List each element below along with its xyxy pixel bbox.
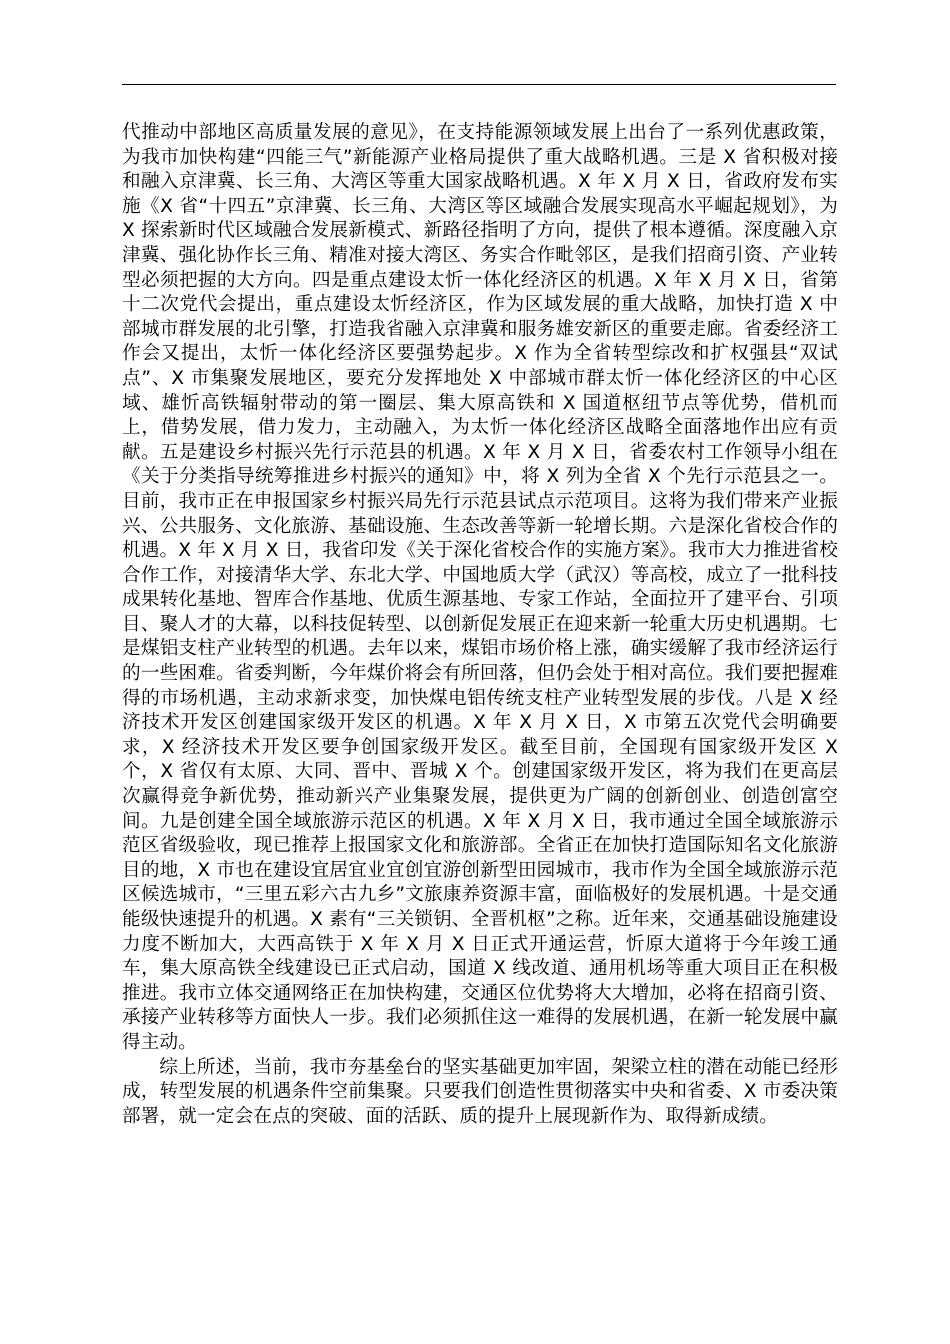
paragraph-continued: 代推动中部地区高质量发展的意见》，在支持能源领域发展上出台了一系列优惠政策，为我市加快构建“四能三气”新能源产业格局提供了重大战略机遇。三是 X 省积极对接和融入京津冀、长三角、大湾区等重大国家战略机遇。X 年 X 月 X 日，省政府发布实施《X 省“十四五”京津冀、长三角、大湾区等区域融合发展实现高水平崛起规划》，为 X 探索新时代区域融合发展新模式、新路径指明了方向，提供了根本遵循。深度融入京津冀、强化协作长三角、精准对接大湾区、务实合作毗邻区，是我们招商引资、产业转型必须把握的大方向。四是重点建设太忻一体化经济区的机遇。X 年 X 月 X 日，省第十二次党代会提出，重点建设太忻经济区，作为区域发展的重大战略，加快打造 X 中部城市群发展的北引擎，打造我省融入京津冀和服务雄安新区的重要走廊。省委经济工作会又提出，太忻一体化经济区要强势起步。X 作为全省转型综改和扩权强县“双试点”、X 市集聚发展地区，要充分发挥地处 X 中部城市群太忻一体化经济区的中心区域、雄忻高铁辐射带动的第一圈层、集大原高铁和 X 国道枢纽节点等优势，借机而上，借势发展，借力发力，主动融入，为太忻一体化经济区战略全面落地作出应有贡献。五是建设乡村振兴先行示范县的机遇。X 年 X 月 X 日，省委农村工作领导小组在《关于分类指导统筹推进乡村振兴的通知》中，将 X 列为全省 X 个先行示范县之一。目前，我市正在申报国家乡村振兴局先行示范县试点示范项目。这将为我们带来产业振兴、公共服务、文化旅游、基础设施、生态改善等新一轮增长期。六是深化省校合作的机遇。X 年 X 月 X 日，我省印发《关于深化省校合作的实施方案》。我市大力推进省校合作工作，对接清华大学、东北大学、中国地质大学（武汉）等高校，成立了一批科技成果转化基地、智库合作基地、优质生源基地、专家工作站，全面拉开了建平台、引项目、聚人才的大幕，以科技促转型、以创新促发展正在迎来新一轮重大历史机遇期。七是煤铝支柱产业转型的机遇。去年以来，煤铝市场价格上涨，确实缓解了我市经济运行的一些困难。省委判断，今年煤价将会有所回落，但仍会处于相对高位。我们要把握难得的市场机遇，主动求新求变，加快煤电铝传统支柱产业转型发展的步伐。八是 X 经济技术开发区创建国家级开发区的机遇。X 年 X 月 X 日，X 市第五次党代会明确要求，X 经济技术开发区要争创国家级开发区。截至目前，全国现有国家级开发区 X 个，X 省仅有太原、大同、晋中、晋城 X 个。创建国家级开发区，将为我们在更高层次赢得竞争新优势，推动新兴产业集聚发展，提供更为广阔的创新创业、创造创富空间。九是创建全国全域旅游示范区的机遇。X 年 X 月 X 日，我市通过全国全域旅游示范区省级验收，现已推荐上报国家文化和旅游部。全省正在加快打造国际知名文化旅游目的地，X 市也在建设宜居宜业宜创宜游创新型田园城市，我市作为全国全域旅游示范区候选城市，“三里五彩六古九乡”文旅康养资源丰富，面临极好的发展机遇。十是交通能级快速提升的机遇。X 素有“三关锁钥、全晋机枢”之称。近年来，交通基础设施建设力度不断加大，大西高铁于 X 年 X 月 X 日正式开通运营，忻原大道将于今年竣工通车，集大原高铁全线建设已正式启动，国道 X 线改道、通用机场等重大项目正在积极推进。我市立体交通网络正在加快构建，交通区位优势将大大增加，必将在招商引资、承接产业转移等方面快人一步。我们必须抓住这一难得的发展机遇，在新一轮发展中赢得主动。 bbox=[122, 122, 838, 1053]
body-text bbox=[122, 121, 838, 1129]
header-rule bbox=[122, 84, 836, 85]
paragraph-summary: 综上所述，当前，我市夯基垒台的坚实基础更加牢固，架梁立柱的潜在动能已经形成，转型发展的机遇条件空前集聚。只要我们创造性贯彻落实中央和省委、X 市委决策部署，就一定会在点的突破、面的活跃、质的提升上展现新作为、取得新成绩。 bbox=[122, 1056, 838, 1127]
